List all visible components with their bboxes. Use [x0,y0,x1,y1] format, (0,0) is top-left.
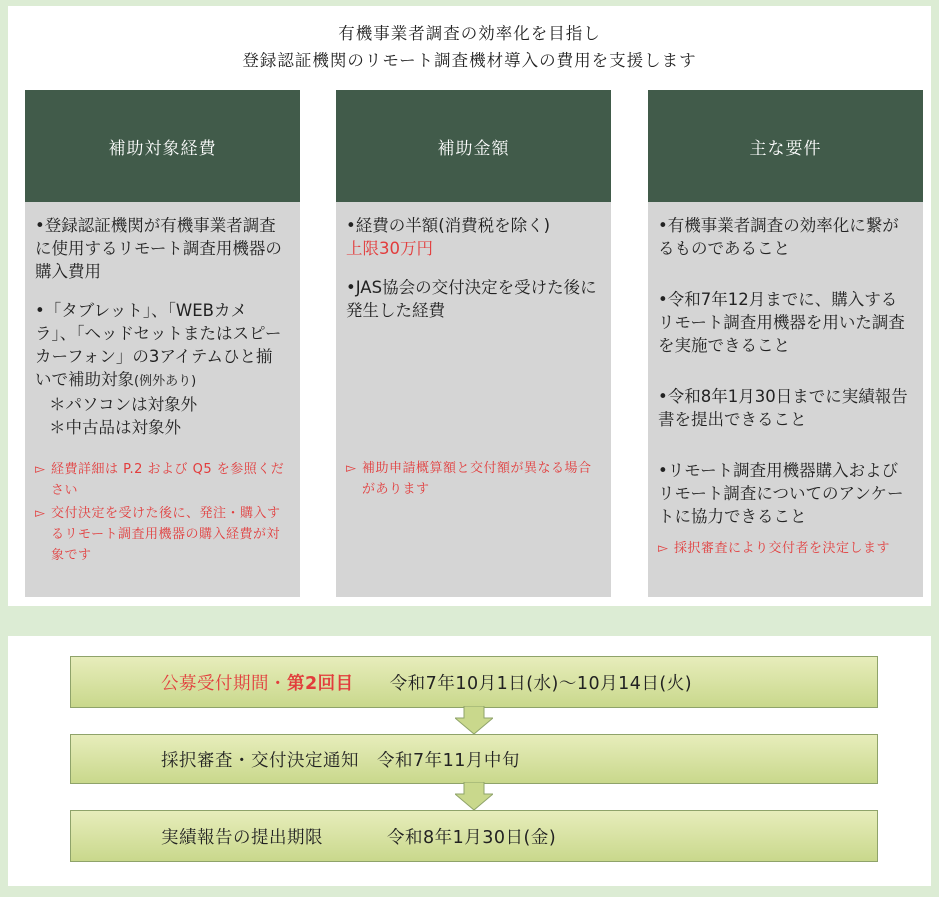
note-arrow-icon: ▻ [35,462,46,477]
list-item: •令和7年12月までに、購入するリモート調査用機器を用いた調査を実施できること [658,290,905,355]
exception-note: (例外あり) [134,374,197,389]
note-arrow-icon: ▻ [658,541,669,556]
list-item: •「タブレット」、「WEBカメラ」、「ヘッドセットまたはスピーカーフォン」の3アイテムひと揃いで補助対象(例外あり) ＊パソコンは対象外 ＊中古品は対象外 [35,299,286,439]
step-date: 令和7年11月中旬 [377,750,520,771]
note: ▻ 補助申請概算額と交付額が異なる場合があります [346,458,597,500]
bullet: • [658,461,668,480]
column-title: 主な要件 [648,90,923,202]
sub-item: ＊中古品は対象外 [49,418,181,437]
down-arrow-icon [455,782,493,810]
list-item: •JAS協会の交付決定を受けた後に発生した経費 [346,278,597,320]
bullet: • [35,301,45,320]
down-arrow-icon [455,706,493,734]
bullet: • [35,216,45,235]
note: ▻ 経費詳細は P.2 および Q5 を参照ください [35,459,286,501]
schedule-step-report-deadline [70,810,878,862]
list-item: •登録認証機関が有機事業者調査に使用するリモート調査用機器の購入費用 [35,216,282,281]
note: ▻ 採択審査により交付者を決定します [658,538,909,559]
column-title: 補助金額 [336,90,611,202]
schedule-panel [8,636,931,886]
step-label: 採択審査・交付決定通知 [161,750,359,771]
heading-line-1: 有機事業者調査の効率化を目指し [338,24,601,43]
step-label: 公募受付期間・ [161,673,287,694]
bullet: • [346,216,356,235]
note: ▻ 交付決定を受けた後に、発注・購入するリモート調査用機器の購入経費が対象です [35,503,286,566]
step-label: 実績報告の提出期限 [161,827,323,848]
bullet: • [658,387,668,406]
list-item: •経費の半額(消費税を除く) 上限30万円 [346,214,597,260]
summary-panel [8,6,931,606]
note-arrow-icon: ▻ [35,506,46,521]
step-date: 令和7年10月1日(水)～10月14日(火) [389,673,693,694]
column-main-requirements [648,90,923,597]
column-title: 補助対象経費 [25,90,300,202]
sub-item: ＊パソコンは対象外 [49,395,198,414]
note-arrow-icon: ▻ [346,461,357,476]
list-item: •令和8年1月30日までに実績報告書を提出できること [658,387,908,429]
heading-line-2: 登録認証機関のリモート調査機材導入の費用を支援します [242,51,697,70]
bullet: • [346,278,356,297]
list-item: •リモート調査用機器購入およびリモート調査についてのアンケートに協力できること [658,461,904,526]
column-subsidy-amount [336,90,611,597]
schedule-step-review [70,734,878,784]
bullet: • [658,290,668,309]
column-eligible-expenses [25,90,300,597]
step-date: 令和8年1月30日(金) [387,827,557,848]
bullet: • [658,216,668,235]
schedule-step-application [70,656,878,708]
list-item: •有機事業者調査の効率化に繋がるものであること [658,216,899,258]
page-heading [8,20,931,74]
subsidy-limit: 上限30万円 [346,239,433,258]
step-round: 第2回目 [287,673,354,694]
